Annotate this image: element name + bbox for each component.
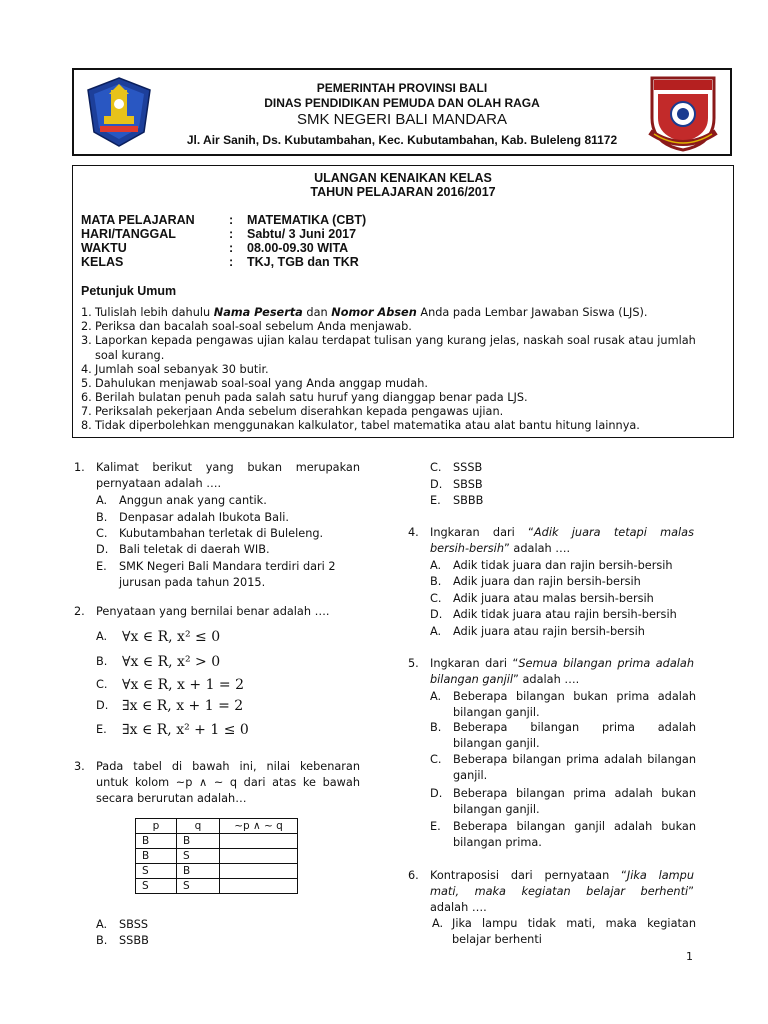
q3-option-a[interactable]: A. SBSS	[96, 918, 149, 931]
question-5: 5. Ingkaran dari “Semua bilangan prima adalah bilangan ganjil” adalah ….	[408, 657, 694, 686]
header-line-2: DINAS PENDIDIKAN PEMUDA DAN OLAH RAGA	[264, 96, 540, 110]
field-subject: MATA PELAJARAN : MATEMATIKA (CBT)	[81, 213, 367, 227]
letterhead	[72, 68, 732, 156]
q4-option-b[interactable]: B. Adik juara dan rajin bersih-bersih	[430, 575, 641, 588]
q5-option-d[interactable]: D. Beberapa bilangan prima adalah bukan bilangan ganjil.	[430, 787, 696, 816]
field-date: HARI/TANGGAL : Sabtu/ 3 Juni 2017	[81, 227, 357, 241]
q3-option-d[interactable]: D. SBSB	[430, 478, 483, 491]
instructions-title: Petunjuk Umum	[81, 284, 177, 298]
q6-option-a[interactable]: A. Jika lampu tidak mati, maka kegiatan belajar berhenti	[432, 917, 696, 946]
question-4: 4. Ingkaran dari “Adik juara tetapi malas bersih-bersih” adalah ….	[408, 526, 694, 555]
q2-option-a[interactable]: A. ∀x ∈ R, x² ≤ 0	[96, 629, 221, 645]
header-line-1: PEMERINTAH PROVINSI BALI	[316, 81, 488, 95]
q5-option-e[interactable]: E. Beberapa bilangan ganjil adalah bukan bilangan prima.	[430, 820, 696, 849]
q2-option-b[interactable]: B. ∀x ∈ R, x² > 0	[96, 654, 221, 670]
table-row: B S	[136, 849, 298, 864]
q3-option-b[interactable]: B. SSBB	[96, 934, 149, 947]
school-name: SMK NEGERI BALI MANDARA	[296, 111, 508, 128]
question-1: 1. Kalimat berikut yang bukan merupakan pernyataan adalah ….	[74, 461, 360, 490]
table-row: B B	[136, 834, 298, 849]
q4-option-e[interactable]: A. Adik juara atau rajin bersih-bersih	[430, 625, 645, 638]
table-row: S B	[136, 864, 298, 879]
truth-table-header: p q ~p ∧ ~ q	[136, 819, 298, 834]
q2-option-c[interactable]: C. ∀x ∈ R, x + 1 = 2	[96, 677, 245, 693]
question-6: 6. Kontraposisi dari pernyataan “Jika lampu mati, maka kegiatan belajar berhenti” adalah ….	[408, 869, 694, 914]
instruction-5: 5. Dahulukan menjawab soal-soal yang Anda anggap mudah.	[81, 377, 428, 390]
instruction-6: 6. Berilah bulatan penuh pada salah satu huruf yang dianggap benar pada LJS.	[81, 391, 528, 404]
exam-title: ULANGAN KENAIKAN KELAS	[314, 171, 492, 185]
school-address: Jl. Air Sanih, Ds. Kubutambahan, Kec. Kubutambahan, Kab. Buleleng 81172	[186, 133, 618, 147]
page-number: 1	[686, 950, 693, 963]
exam-info-box	[72, 165, 734, 438]
q1-option-b[interactable]: B. Denpasar adalah Ibukota Bali.	[96, 511, 289, 524]
q2-option-d[interactable]: D. ∃x ∈ R, x + 1 = 2	[96, 698, 244, 714]
q4-option-c[interactable]: C. Adik juara atau malas bersih-bersih	[430, 592, 654, 605]
table-row: S S	[136, 879, 298, 894]
truth-table	[135, 818, 298, 894]
q5-option-c[interactable]: C. Beberapa bilangan prima adalah bilangan ganjil.	[430, 753, 696, 782]
q1-option-c[interactable]: C. Kubutambahan terletak di Buleleng.	[96, 527, 324, 540]
question-3: 3. Pada tabel di bawah ini, nilai kebenaran untuk kolom ~p ∧ ~ q dari atas ke bawah secara berurutan adalah…	[74, 760, 360, 805]
instruction-7: 7. Periksalah pekerjaan Anda sebelum diserahkan kepada pengawas ujian.	[81, 405, 504, 418]
q4-option-a[interactable]: A. Adik tidak juara dan rajin bersih-bersih	[430, 559, 673, 572]
school-crest-icon	[646, 74, 720, 152]
field-time: WAKTU : 08.00-09.30 WITA	[81, 241, 349, 255]
instruction-1: 1. Tulislah lebih dahulu Nama Peserta dan Nomor Absen Anda pada Lembar Jawaban Siswa (LJS).	[81, 306, 648, 319]
q5-option-a[interactable]: A. Beberapa bilangan bukan prima adalah bilangan ganjil.	[430, 690, 696, 719]
q1-option-a[interactable]: A. Anggun anak yang cantik.	[96, 494, 267, 507]
q3-option-e[interactable]: E. SBBB	[430, 494, 484, 507]
q1-option-d[interactable]: D. Bali teletak di daerah WIB.	[96, 543, 270, 556]
q2-option-e[interactable]: E. ∃x ∈ R, x² + 1 ≤ 0	[96, 722, 249, 738]
instruction-8: 8. Tidak diperbolehkan menggunakan kalkulator, tabel matematika atau alat bantu hitung lainnya.	[81, 419, 640, 432]
exam-year: TAHUN PELAJARAN 2016/2017	[310, 185, 496, 199]
instruction-2: 2. Periksa dan bacalah soal-soal sebelum Anda menjawab.	[81, 320, 412, 333]
field-class: KELAS : TKJ, TGB dan TKR	[81, 255, 359, 269]
question-2: 2. Penyataan yang bernilai benar adalah ….	[74, 605, 330, 618]
q1-option-e[interactable]: E. SMK Negeri Bali Mandara terdiri dari 2 jurusan pada tahun 2015.	[96, 560, 336, 589]
instruction-4: 4. Jumlah soal sebanyak 30 butir.	[81, 363, 269, 376]
q3-option-c[interactable]: C. SSSB	[430, 461, 483, 474]
q5-option-b[interactable]: B. Beberapa bilangan prima adalah bilangan ganjil.	[430, 721, 696, 750]
q4-option-d[interactable]: D. Adik tidak juara atau rajin bersih-bersih	[430, 608, 677, 621]
instruction-3: 3. Laporkan kepada pengawas ujian kalau terdapat tulisan yang kurang jelas, naskah soal rusak atau jumlah soal kurang.	[81, 334, 696, 362]
